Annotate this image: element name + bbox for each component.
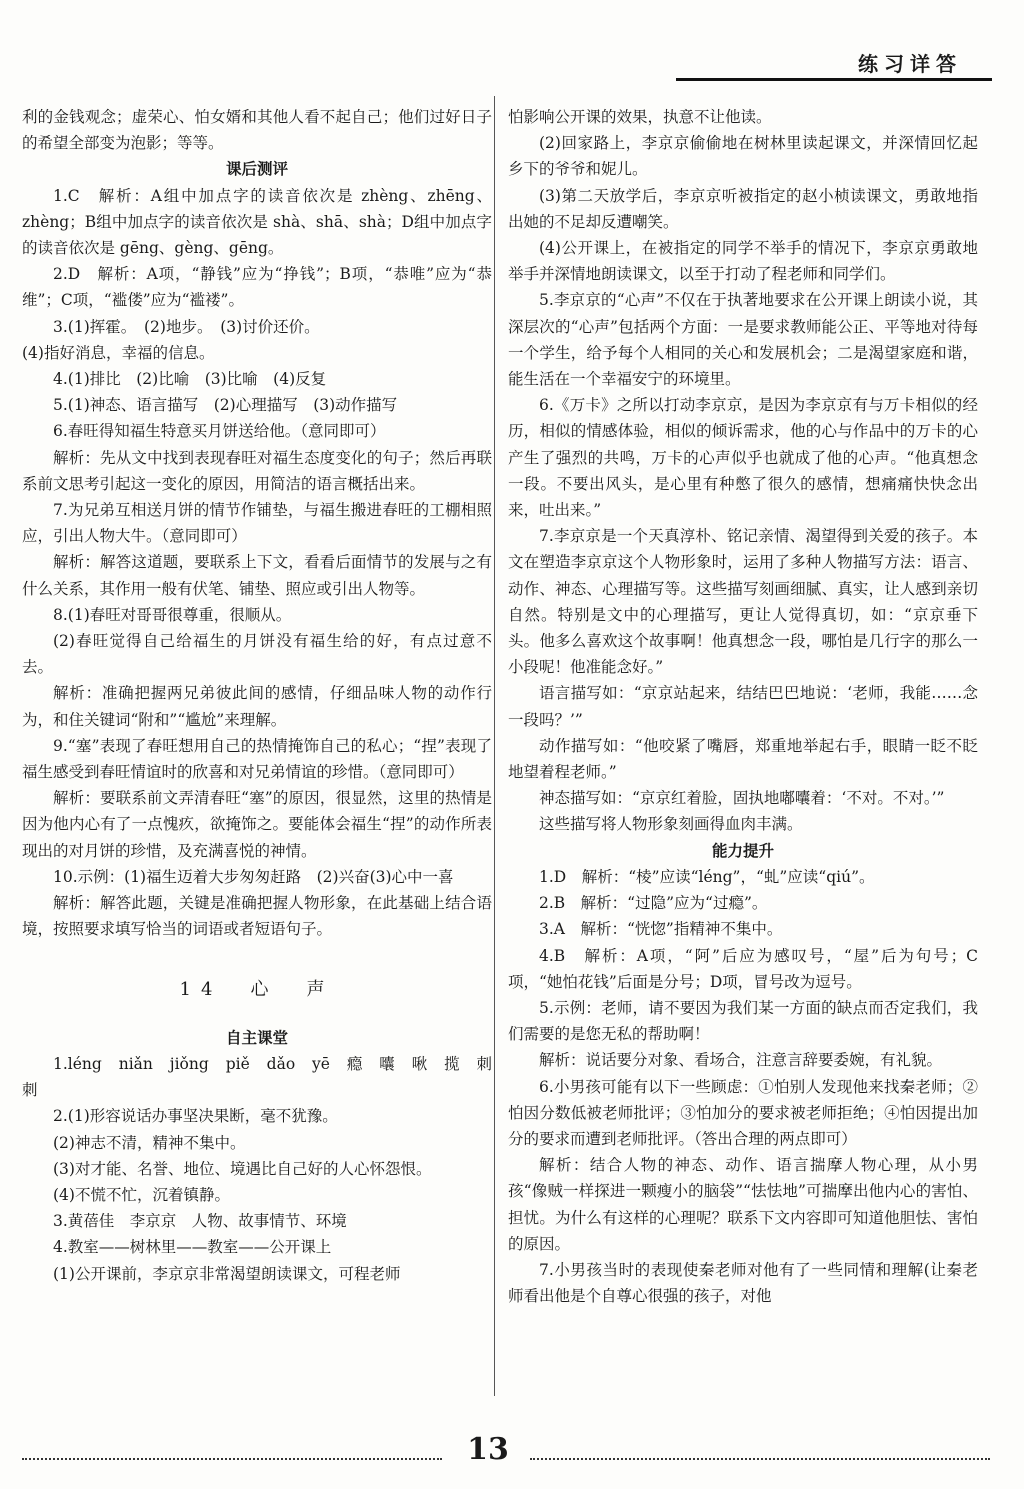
answer-item: 6.小男孩可能有以下一些顾虑：①怕别人发现他来找秦老师；②怕因分数低被老师批评；③怕加分的要求被老师拒绝；④怕因提出加分的要求而遭到老师批评。（答出合理的两点即可） xyxy=(508,1077,978,1148)
answer-item: 1.D 解析：“棱”应读“léng”，“虬”应读“qiú”。 xyxy=(539,867,875,886)
explanation: 解析：要联系前文弄清春旺“塞”的原因，很显然，这里的热情是因为他内心有了一点愧疚，欲掩饰之。要能体会福生“捏”的动作所表现出的对月饼的珍惜，及充满喜悦的神情。 xyxy=(22,789,492,860)
left-column xyxy=(22,104,492,1287)
answer-item: 3.黄蓓佳 李京京 人物、故事情节、环境 xyxy=(53,1212,347,1231)
answer-item: 9.“塞”表现了春旺想用自己的热情掩饰自己的私心；“捏”表现了福生感受到春旺情谊时的欣喜和对兄弟情谊的珍惜。（意同即可） xyxy=(22,736,492,782)
answer-item: 1.léng niǎn jiǒng piě dǎo yē 瘾 囔 啾 揽 刺刺 xyxy=(22,1054,492,1100)
footer-rule-left xyxy=(22,1458,442,1460)
answer-item: (2)回家路上，李京京偷偷地在树林里读起课文，并深情回忆起乡下的爷爷和妮儿。 xyxy=(508,134,978,179)
explanation: 解析：先从文中找到表现春旺对福生态度变化的句子；然后再联系前文思考引起这一变化的原因，用简洁的语言概括出来。 xyxy=(22,448,492,493)
paragraph: 怕影响公开课的效果，执意不让他读。 xyxy=(508,108,772,126)
answer-item: 神态描写如：“京京红着脸，固执地嘟囔着：‘不对。不对。’” xyxy=(539,789,945,808)
answer-item: (2)春旺觉得自己给福生的月饼没有福生给的好，有点过意不去。 xyxy=(22,632,492,677)
section-heading: 自主课堂 xyxy=(225,1028,288,1047)
answer-item: 6.《万卡》之所以打动李京京，是因为李京京有与万卡相似的经历，相似的情感体验，相似的倾诉需求，他的心与作品中的万卡的心产生了强烈的共鸣，万卡的心声似乎也就成了他的心声。“他真想念一段。不要出风头，是心里有种憋了很久的感情，想痛痛快快念出来，吐出来。” xyxy=(508,396,978,520)
answer-item: (3)对才能、名誉、地位、境遇比自己好的人心怀怨恨。 xyxy=(53,1159,432,1178)
answer-item: 3.(1)挥霍。 (2)地步。 (3)讨价还价。 xyxy=(53,317,320,336)
answer-item: (4)不慌不忙，沉着镇静。 xyxy=(53,1185,230,1204)
answer-item: 动作描写如：“他咬紧了嘴唇，郑重地举起右手，眼睛一眨不眨地望着程老师。” xyxy=(508,736,978,782)
header-title: 练习详答 xyxy=(858,52,962,76)
right-column xyxy=(508,104,978,1309)
answer-item: 5.李京京的“心声”不仅在于执著地要求在公开课上朗读小说，其深层次的“心声”包括两个方面：一是要求教师能公正、平等地对待每一个学生，给予每个人相同的关心和发展机会；二是渴望家庭和谐，能生活在一个幸福安宁的环境里。 xyxy=(508,291,978,389)
explanation: 解析：说话要分对象、看场合，注意言辞要委婉，有礼貌。 xyxy=(539,1051,943,1070)
page-number: 13 xyxy=(467,1432,509,1467)
section-heading: 课后测评 xyxy=(225,160,288,179)
answer-item: 10.示例：(1)福生迈着大步匆匆赶路 (2)兴奋(3)心中一喜 xyxy=(53,867,454,886)
explanation: 解析：结合人物的神态、动作、语言揣摩人物心理，从小男孩“像贼一样探进一颗瘦小的脑袋”“怯怯地”可揣摩出他内心的害怕、担忧。为什么有这样的心理呢？联系下文内容即可知道他胆怯、害怕的原因。 xyxy=(508,1156,978,1253)
explanation: 解析：解答这道题，要联系上下文，看看后面情节的发展与之有什么关系，其作用一般有伏笔、铺垫、照应或引出人物等。 xyxy=(22,553,492,598)
header-rule xyxy=(676,78,992,81)
answer-item: 3.A 解析：“恍惚”指精神不集中。 xyxy=(539,920,783,939)
answer-item: 4.B 解析：A项，“阿”后应为感叹号，“屋”后为句号；C项，“她怕花钱”后面是分号；D项，冒号改为逗号。 xyxy=(508,946,978,991)
answer-item: 这些描写将人物形象刻画得血肉丰满。 xyxy=(539,815,803,834)
explanation: 解析：准确把握两兄弟彼此间的感情，仔细品味人物的动作行为，和住关键词“附和”“尴尬”来理解。 xyxy=(22,684,492,729)
answer-item: (4)指好消息，幸福的信息。 xyxy=(22,343,215,362)
explanation: 解析：解答此题，关键是准确把握人物形象，在此基础上结合语境，按照要求填写恰当的词语或者短语句子。 xyxy=(22,894,492,939)
paragraph: 利的金钱观念；虚荣心、怕女婿和其他人看不起自己；他们过好日子的希望全部变为泡影；等等。 xyxy=(22,108,492,153)
answer-item: (4)公开课上，在被指定的同学不举手的情况下，李京京勇敢地举手并深情地朗读课文，以至于打动了程老师和同学们。 xyxy=(508,239,978,284)
answer-item: 4.(1)排比 (2)比喻 (3)比喻 (4)反复 xyxy=(53,370,327,389)
answer-item: 7.为兄弟互相送月饼的情节作铺垫，与福生搬进春旺的工棚相照应，引出人物大牛。（意同即可） xyxy=(22,501,492,546)
answer-item: 2.(1)形容说话办事坚决果断，毫不犹豫。 xyxy=(53,1107,338,1126)
answer-item: 1.C 解析：A组中加点字的读音依次是 zhèng、zhēng、zhèng；B组中加点字的读音依次是 shà、shā、shà；D组中加点字的读音依次是 gēng、gèng、gēng。 xyxy=(22,186,492,258)
lesson-title: 14 心 声 xyxy=(179,978,335,1000)
section-heading: 能力提升 xyxy=(711,841,774,860)
answer-item: 7.小男孩当时的表现使秦老师对他有了一些同情和理解(让秦老师看出他是个自尊心很强的孩子，对他 xyxy=(508,1260,978,1306)
answer-item: (3)第二天放学后，李京京听被指定的赵小桢读课文，勇敢地指出她的不足却反遭嘲笑。 xyxy=(508,186,978,231)
answer-item: (2)神志不清，精神不集中。 xyxy=(53,1133,246,1152)
answer-item: 6.春旺得知福生特意买月饼送给他。（意同即可） xyxy=(53,422,386,441)
answer-item: 2.D 解析：A项，“静钱”应为“挣钱”；B项，“恭唯”应为“恭维”；C项，“褴偻”应为“褴褛”。 xyxy=(22,265,492,310)
answer-item: 7.李京京是一个天真淳朴、铭记亲情、渴望得到关爱的孩子。本文在塑造李京京这个人物形象时，运用了多种人物描写方法：语言、动作、神态、心理描写等。这些描写刻画细腻、真实，让人感到亲切自然。特别是文中的心理描写，更让人觉得真切，如：“京京垂下头。他多么喜欢这个故事啊！他真想念一段，哪怕是几行字的那么一小段呢！他准能念好。” xyxy=(508,527,978,677)
answer-item: 5.示例：老师，请不要因为我们某一方面的缺点而否定我们，我们需要的是您无私的帮助啊！ xyxy=(508,998,978,1044)
answer-item: 2.B 解析：“过隐”应为“过瘾”。 xyxy=(539,894,768,913)
answer-item: 5.(1)神态、语言描写 (2)心理描写 (3)动作描写 xyxy=(53,396,398,415)
answer-item: (1)公开课前，李京京非常渴望朗读课文，可程老师 xyxy=(53,1264,401,1283)
footer-rule-right xyxy=(530,1458,990,1460)
answer-item: 8.(1)春旺对哥哥很尊重，很顺从。 xyxy=(53,605,292,624)
answer-item: 4.教室——树林里——教室——公开课上 xyxy=(53,1238,332,1257)
answer-item: 语言描写如：“京京站起来，结结巴巴地说：‘老师，我能……念一段吗？’” xyxy=(508,684,978,729)
column-divider xyxy=(494,96,495,1396)
